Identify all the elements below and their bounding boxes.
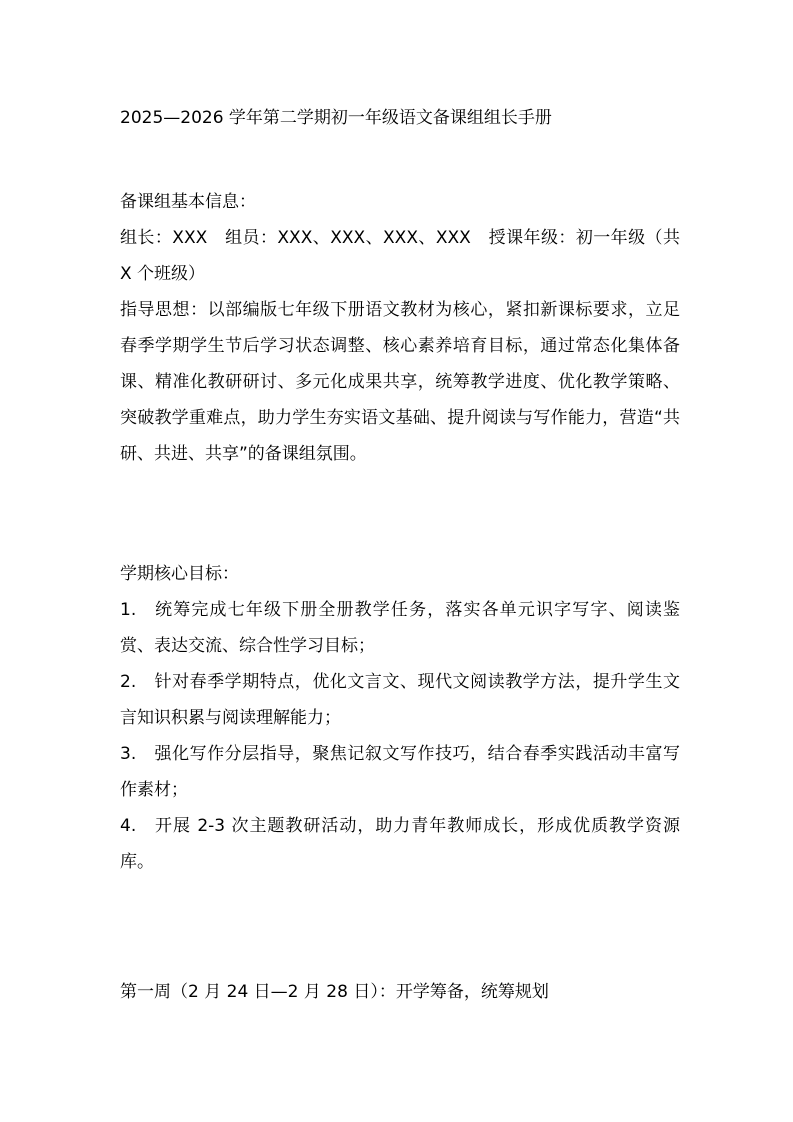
week1-heading [120, 974, 680, 1010]
goal-item [120, 592, 680, 664]
goal-number: 3. [120, 744, 137, 764]
goal-number: 2. [120, 672, 137, 692]
goal-text: 针对春季学期特点，优化文言文、现代文阅读教学方法，提升学生文言知识积累与阅读理解能力； [120, 672, 680, 728]
goals-section [120, 556, 680, 880]
guiding-thought: 指导思想：以部编版七年级下册语文教材为核心，紧扣新课标要求，立足春季学期学生节后学习状态调整、核心素养培育目标，通过常态化集体备课、精准化教研研讨、多元化成果共享，统筹教学进度、优化教学策略、突破教学重难点，助力学生夯实语文基础、提升阅读与写作能力，营造“共研、共进、共享”的备课组氛围。 [120, 300, 680, 464]
basic-info-heading: 备课组基本信息： [120, 192, 256, 212]
goal-item [120, 736, 680, 808]
goal-number: 1. [120, 600, 137, 620]
week1-text: 第一周（2 月 24 日—2 月 28 日）：开学筹备，统筹规划 [120, 982, 549, 1002]
goal-text: 强化写作分层指导，聚焦记叙文写作技巧，结合春季实践活动丰富写作素材； [120, 744, 680, 800]
goal-number: 4. [120, 816, 137, 836]
goals-list [120, 592, 680, 880]
goal-text: 统筹完成七年级下册全册教学任务，落实各单元识字写字、阅读鉴赏、表达交流、综合性学习目标； [120, 600, 680, 656]
title-text: 2025—2026 学年第二学期初一年级语文备课组组长手册 [120, 108, 552, 128]
goal-text: 开展 2-3 次主题教研活动，助力青年教师成长，形成优质教学资源库。 [120, 816, 680, 872]
goal-item [120, 808, 680, 880]
goals-heading: 学期核心目标： [120, 564, 239, 584]
basic-info-section [120, 184, 680, 472]
document-title [120, 100, 680, 136]
members-line: 组长：XXX 组员：XXX、XXX、XXX、XXX 授课年级：初一年级（共 X 个班级） [120, 228, 680, 284]
goal-item [120, 664, 680, 736]
